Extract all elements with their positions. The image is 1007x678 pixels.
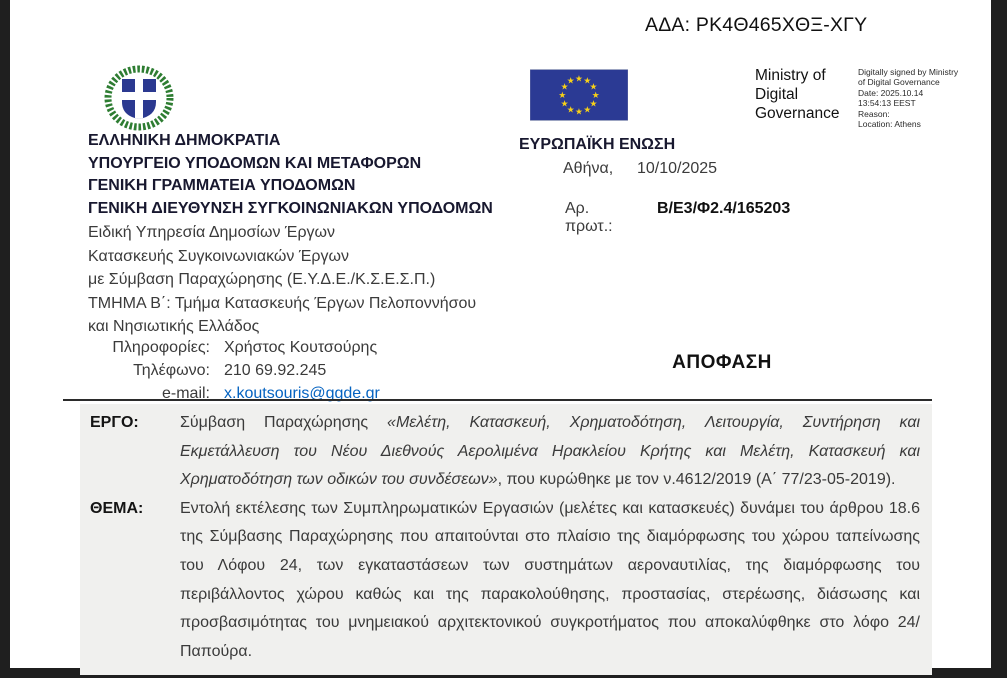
contact-info-label: Πληροφορίες:: [112, 339, 210, 356]
contact-email-label: e-mail:: [161, 384, 210, 402]
screen-edge-right: [991, 0, 1007, 678]
contact-email-link[interactable]: x.koutsouris@ggde.gr: [224, 384, 380, 402]
contact-info-value: Χρήστος Κουτσούρης: [224, 339, 378, 356]
contact-phone-label: Τηλέφωνο:: [133, 361, 210, 379]
svg-text:★: ★: [566, 105, 575, 116]
signature-detail-line: Date: 2025.10.14: [858, 87, 924, 98]
agency-line: ΓΕΝΙΚΗ ΓΡΑΜΜΑΤΕΙΑ ΥΠΟΔΟΜΩΝ: [88, 177, 356, 194]
contact-block: [88, 337, 380, 405]
unit-line: ΤΜΗΜΑ Β΄: Τμήμα Κατασκευής Έργων Πελοποννήσου: [88, 294, 477, 312]
eu-union-label: ΕΥΡΩΠΑΪΚΗ ΕΝΩΣΗ: [519, 136, 676, 153]
protocol-number: Β/Ε3/Φ2.4/165203: [657, 200, 791, 217]
subject-box: [80, 404, 932, 675]
decision-title: ΑΠΟΦΑΣΗ: [672, 352, 772, 373]
svg-text:★: ★: [583, 76, 592, 87]
screen-edge-left: [0, 0, 10, 678]
ministry-line: Governance: [755, 105, 840, 122]
subject-section: [63, 399, 932, 678]
agency-line: ΥΠΟΥΡΓΕΙΟ ΥΠΟΔΟΜΩΝ ΚΑΙ ΜΕΤΑΦΟΡΩΝ: [88, 154, 422, 172]
svg-text:★: ★: [575, 74, 583, 85]
signature-detail-line: 13:54:13 EEST: [858, 98, 916, 109]
project-text: [180, 409, 920, 495]
agency-header: [88, 130, 493, 220]
unit-line: με Σύμβαση Παραχώρησης (Ε.Υ.Δ.Ε./Κ.Σ.Ε.Σ.Π.): [88, 271, 436, 289]
ada-code: ΑΔΑ: ΡΚ4Θ465ΧΘΞ-ΧΓΥ: [645, 14, 868, 36]
subject-text: Εντολή εκτέλεσης των Συμπληρωματικών Εργασιών (μελέτες και κατασκευές) δυνάμει του άρθρου 18.6 της Σύμβασης Παραχώρησης που απαιτούνται στο πλαίσιο της διαμόρφωσης του χώρου ταπείνωσης του Λόφου 24, των εγκαταστάσεων των συστημάτων αεροναυτιλίας, της διαμόρφωσης του περιβάλλοντος χώρου καθώς και της παρακολούθησης, προστασίας, στερέωσης, διάσωσης και προσβασιμότητας του μνημειακού αρχιτεκτονικού συγκροτήματος που αποκαλύφθηκε στο λόφο 24/Παπούρα.: [180, 499, 920, 660]
greek-coat-of-arms-icon: [93, 62, 185, 139]
project-label: ΕΡΓΟ:: [90, 414, 139, 431]
svg-text:★: ★: [575, 107, 583, 118]
subject-row: [90, 495, 920, 667]
svg-text:★: ★: [589, 99, 598, 110]
date-row: [563, 160, 717, 178]
contact-row-info: [88, 337, 380, 360]
agency-line: ΕΛΛΗΝΙΚΗ ΔΗΜΟΚΡΑΤΙΑ: [88, 132, 281, 149]
protocol-label: Αρ. πρωτ.:: [565, 200, 613, 235]
digital-signature-details: [858, 67, 958, 129]
signature-detail-line: Digitally signed by Ministry: [858, 67, 959, 77]
contact-row-phone: [88, 360, 380, 383]
svg-text:★: ★: [591, 90, 600, 101]
city-label: Αθήνα,: [563, 160, 614, 177]
project-row: [90, 409, 920, 495]
ministry-line: Ministry of: [755, 67, 826, 84]
date-value: 10/10/2025: [637, 160, 718, 177]
unit-line: Ειδική Υπηρεσία Δημοσίων Έργων: [88, 224, 336, 241]
svg-text:★: ★: [589, 82, 598, 93]
project-text-suffix: , που κυρώθηκε με τον ν.4612/2019 (Α΄ 77/23-05-2019).: [497, 471, 896, 489]
agency-line: ΓΕΝΙΚΗ ΔΙΕΥΘΥΝΣΗ ΣΥΓΚΟΙΝΩΝΙΑΚΩΝ ΥΠΟΔΟΜΩΝ: [88, 199, 493, 217]
contact-phone-value: 210 69.92.245: [224, 361, 327, 379]
signature-detail-line: of Digital Governance: [858, 77, 940, 88]
svg-text:★: ★: [566, 76, 575, 87]
svg-text:★: ★: [560, 82, 569, 93]
signature-detail-line: Reason:: [858, 108, 890, 119]
unit-line: και Νησιωτικής Ελλάδος: [88, 318, 260, 336]
service-unit-block: [88, 221, 476, 339]
protocol-row: [565, 200, 790, 236]
subject-label: ΘΕΜΑ:: [90, 499, 144, 517]
digital-signature-ministry: [755, 66, 839, 123]
svg-text:★: ★: [558, 90, 567, 101]
svg-text:★: ★: [583, 105, 592, 116]
project-text-prefix: Σύμβαση Παραχώρησης: [180, 414, 388, 431]
project-text-quoted: «Μελέτη, Κατασκευή, Χρηματοδότηση, Λειτουργία, Συντήρηση και Εκμετάλλευση του Νέου Διεθνούς Αερολιμένα Ηρακλείου Κρήτης και Μελέτη, Κατασκευή και Χρηματοδότηση των οδικών του συνδέσεων»: [180, 414, 921, 489]
unit-line: Κατασκευής Συγκοινωνιακών Έργων: [88, 247, 349, 265]
separator-line-top: [63, 399, 932, 401]
svg-text:★: ★: [560, 99, 569, 110]
eu-flag-icon: [530, 68, 628, 127]
ministry-line: Digital: [755, 86, 799, 103]
signature-detail-line: Location: Athens: [858, 119, 921, 130]
